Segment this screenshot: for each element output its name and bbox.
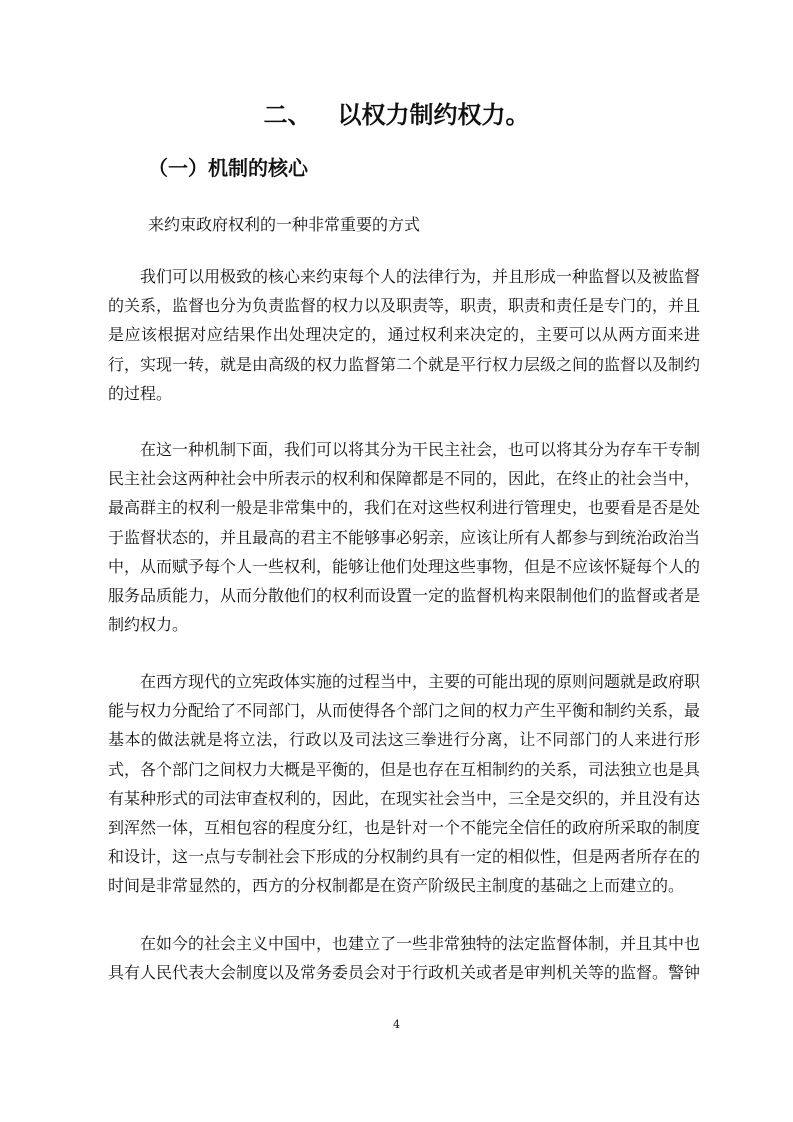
paragraph-4: 在如今的社会主义中国中，也建立了一些非常独特的法定监督体制，并且其中也具有人民代表大会制度以及常务委员会对于行政机关或者是审判机关等的监督。警钟 (108, 934, 701, 983)
paragraph-3: 在西方现代的立宪政体实施的过程当中，主要的可能出现的原则问题就是政府职能与权力分配给了不同部门，从而使得各个部门之间的权力产生平衡和制约关系，最基本的做法就是将立法，行政以及司法这三拳进行分离，让不同部门的人来进行形式，各个部门之间权力大概是平衡的，但是也存在互相制约的关系，司法独立也是具有某种形式的司法审查权利的，因此，在现实社会当中，三全是交织的，并且没有达到浑然一体，互相包容的程度分红，也是针对一个不能完全信任的政府所采取的制度和设计，这一点与专制社会下形成的分权制约具有一定的相似性，但是两者所存在的时间是非常显然的，西方的分权制都是在资产阶级民主制度的基础之上而建立的。 (108, 672, 701, 896)
paragraph-1: 我们可以用极致的核心来约束每个人的法律行为，并且形成一种监督以及被监督的关系，监督也分为负责监督的权力以及职责等，职责，职责和责任是专门的，并且是应该根据对应结果作出处理决定的，通过权利来决定的，主要可以从两方面来进行，实现一转，就是由高级的权力监督第二个就是平行权力层级之间的监督以及制约的过程。 (108, 267, 701, 403)
page-number: 4 (393, 1018, 400, 1031)
section-title: 以权力制约权力。 (337, 101, 530, 129)
section-heading (0, 98, 793, 132)
section-number: 二、 (263, 101, 312, 129)
subsection-heading: （一）机制的核心 (148, 156, 308, 180)
intro-line: 来约束政府权利的一种非常重要的方式 (148, 215, 421, 234)
paragraph-2: 在这一种机制下面，我们可以将其分为干民主社会，也可以将其分为存车干专制民主社会这两种社会中所表示的权利和保障都是不同的，因此，在终止的社会当中，最高群主的权利一般是非常集中的，我们在对这些权利进行管理史，也要看是否是处于监督状态的，并且最高的君主不能够事必躬亲，应该让所有人都参与到统治政治当中，从而赋予每个人一些权利，能够让他们处理这些事物，但是不应该怀疑每个人的服务品质能力，从而分散他们的权利而设置一定的监督机构来限制他们的监督或者是制约权力。 (108, 440, 701, 635)
